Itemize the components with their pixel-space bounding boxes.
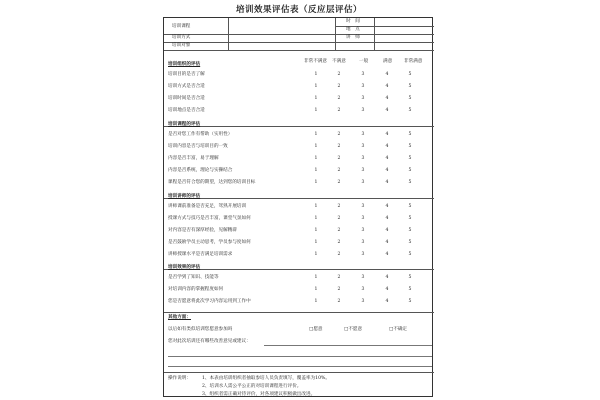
rating-option: 2 xyxy=(337,204,341,209)
scale-heading: 非常满意 xyxy=(404,59,423,64)
rating-option: 4 xyxy=(385,168,389,173)
rating-option: 4 xyxy=(385,108,389,113)
rating-option: 3 xyxy=(361,275,365,280)
rating-option: 4 xyxy=(385,180,389,185)
rating-option: 5 xyxy=(408,144,412,149)
criterion-label: 对内容是否有深厚经验，见解精辟 xyxy=(168,228,237,233)
rating-option: 3 xyxy=(361,96,365,101)
rating-option: 4 xyxy=(385,252,389,257)
suggestion-question: 您对此次培训还有哪些改善意见或建议： xyxy=(168,339,251,344)
criterion-label: 培训目的是否了解 xyxy=(168,72,205,77)
rating-option: 5 xyxy=(408,108,412,113)
criterion-label: 讲师课前准备是否充足，驾熟开展培训 xyxy=(168,204,247,209)
rating-option: 2 xyxy=(337,228,341,233)
rating-option: 4 xyxy=(385,132,389,137)
scale-heading: 一般 xyxy=(359,59,369,64)
rating-option: 4 xyxy=(385,299,389,304)
rating-option: 5 xyxy=(408,275,412,280)
rating-option: 3 xyxy=(361,180,365,185)
rating-option: 2 xyxy=(337,168,341,173)
rating-option: 3 xyxy=(361,168,365,173)
rating-option: 3 xyxy=(361,84,365,89)
rating-option: 4 xyxy=(385,275,389,280)
rating-option: 5 xyxy=(408,72,412,77)
section-title: 培训效果的评估 xyxy=(168,265,201,270)
other-title: 其他方面： xyxy=(168,315,191,320)
row-divider xyxy=(164,269,434,270)
rating-option: 2 xyxy=(337,252,341,257)
rating-option: 2 xyxy=(337,287,341,292)
place-label: 地 点 xyxy=(346,27,360,32)
rating-option: 3 xyxy=(361,216,365,221)
rating-option: 1 xyxy=(314,287,318,292)
section-title: 培训讲师的评估 xyxy=(168,194,201,199)
rating-option: 5 xyxy=(408,240,412,245)
rating-option: 5 xyxy=(408,216,412,221)
rating-option: 5 xyxy=(408,287,412,292)
rating-option: 3 xyxy=(361,156,365,161)
rating-option: 1 xyxy=(314,156,318,161)
criterion-label: 是否学到了知识、技能等 xyxy=(168,275,219,280)
course-label: 培训课程 xyxy=(172,24,191,29)
form-title: 培训效果评估表（反应层评估） xyxy=(235,5,362,15)
rating-option: 1 xyxy=(314,132,318,137)
rating-option: 4 xyxy=(385,72,389,77)
rating-option: 4 xyxy=(385,228,389,233)
rating-option: 1 xyxy=(314,144,318,149)
rating-option: 5 xyxy=(408,132,412,137)
criterion-label: 培训内容是否与培训目的一致 xyxy=(168,144,228,149)
criterion-label: 授课方式与技巧是否丰富，课堂气氛如何 xyxy=(168,216,251,221)
row-divider xyxy=(164,34,434,35)
section-title: 培训课程的评估 xyxy=(168,122,201,127)
note-line: 1、本表由培训组织者抽取参培人员负责填写，覆盖率为10%。 xyxy=(202,376,330,381)
rating-option: 5 xyxy=(408,252,412,257)
rating-option: 2 xyxy=(337,156,341,161)
criterion-label: 讲师授课水平是否满足培训需求 xyxy=(168,252,233,257)
notes-label: 操作说明： xyxy=(168,376,191,381)
rating-option: 1 xyxy=(314,275,318,280)
rating-option: 4 xyxy=(385,216,389,221)
criterion-label: 培训地点是否合适 xyxy=(168,108,205,113)
scale-heading: 满意 xyxy=(383,59,393,64)
criterion-label: 课程是否符合您的期望，达到您的培训目标 xyxy=(168,180,256,185)
rating-option: 3 xyxy=(361,108,365,113)
note-line: 3、组织者需正确对待评价，对各项建议积极做出改进。 xyxy=(202,392,316,397)
note-line: 2、培训水人需公平公正的对培训课程进行评价。 xyxy=(202,384,302,389)
rating-option: 4 xyxy=(385,240,389,245)
form-table xyxy=(163,17,433,397)
rating-option: 1 xyxy=(314,108,318,113)
row-divider xyxy=(164,126,434,127)
rating-option: 5 xyxy=(408,299,412,304)
rating-option: 2 xyxy=(337,132,341,137)
criterion-label: 是否鼓励学员主动思考，学员参与度如何 xyxy=(168,240,251,245)
criterion-label: 内容是否系统，理论与实操结合 xyxy=(168,168,233,173)
rating-option: 5 xyxy=(408,84,412,89)
rating-option: 3 xyxy=(361,240,365,245)
method-label: 培训方式 xyxy=(172,35,191,40)
rating-option: 3 xyxy=(361,252,365,257)
rating-option: 1 xyxy=(314,216,318,221)
row-divider xyxy=(164,372,434,373)
rating-option: 1 xyxy=(314,84,318,89)
suggestion-line[interactable] xyxy=(264,345,432,346)
evaluation-form xyxy=(163,0,435,400)
rating-option: 5 xyxy=(408,168,412,173)
rating-option: 3 xyxy=(361,132,365,137)
rating-option: 4 xyxy=(385,144,389,149)
rating-option: 2 xyxy=(337,144,341,149)
time-label: 时 间 xyxy=(346,19,360,24)
rating-option: 3 xyxy=(361,144,365,149)
rating-option: 1 xyxy=(314,72,318,77)
participation-option[interactable]: □愿意 xyxy=(309,327,323,332)
rating-option: 3 xyxy=(361,72,365,77)
participation-option[interactable]: □不确定 xyxy=(389,327,408,332)
scale-heading: 不满意 xyxy=(332,59,346,64)
criterion-label: 对培训内容的掌握程度如何 xyxy=(168,287,224,292)
suggestion-line[interactable] xyxy=(168,356,432,357)
rating-option: 4 xyxy=(385,84,389,89)
rating-option: 5 xyxy=(408,228,412,233)
row-divider xyxy=(164,312,434,313)
rating-option: 1 xyxy=(314,180,318,185)
rating-option: 4 xyxy=(385,287,389,292)
rating-option: 3 xyxy=(361,204,365,209)
criterion-label: 内容是否丰富，易于理解 xyxy=(168,156,219,161)
audience-label: 培训对象 xyxy=(172,43,191,48)
row-divider xyxy=(164,50,434,51)
rating-option: 1 xyxy=(314,168,318,173)
rating-option: 2 xyxy=(337,84,341,89)
rating-option: 2 xyxy=(337,216,341,221)
rating-option: 1 xyxy=(314,299,318,304)
rating-option: 4 xyxy=(385,96,389,101)
criterion-label: 您是否愿意将此次学习内容运用到工作中 xyxy=(168,299,251,304)
rating-option: 3 xyxy=(361,299,365,304)
rating-option: 4 xyxy=(385,204,389,209)
rating-option: 1 xyxy=(314,204,318,209)
criterion-label: 培训方式是否合适 xyxy=(168,84,205,89)
rating-option: 2 xyxy=(337,108,341,113)
scale-heading: 非常不满意 xyxy=(304,59,327,64)
participation-question: 以后如有类似培训您愿意参加吗 xyxy=(168,327,233,332)
rating-option: 5 xyxy=(408,204,412,209)
rating-option: 3 xyxy=(361,287,365,292)
criterion-label: 培训时间是否合适 xyxy=(168,96,205,101)
rating-option: 2 xyxy=(337,240,341,245)
criterion-label: 是否对您工作有帮助（实用性） xyxy=(168,132,233,137)
rating-option: 5 xyxy=(408,96,412,101)
rating-option: 2 xyxy=(337,96,341,101)
suggestion-line[interactable] xyxy=(168,366,432,367)
row-divider xyxy=(164,42,434,43)
rating-option: 2 xyxy=(337,72,341,77)
rating-option: 2 xyxy=(337,275,341,280)
rating-option: 3 xyxy=(361,228,365,233)
rating-option: 1 xyxy=(314,228,318,233)
participation-option[interactable]: □不愿意 xyxy=(344,327,363,332)
trainer-label: 讲 师 xyxy=(346,35,360,40)
rating-option: 1 xyxy=(314,240,318,245)
section-title: 培训组织的评估 xyxy=(168,62,201,67)
rating-option: 5 xyxy=(408,156,412,161)
rating-option: 5 xyxy=(408,180,412,185)
rating-option: 4 xyxy=(385,156,389,161)
rating-option: 1 xyxy=(314,96,318,101)
row-divider xyxy=(164,198,434,199)
rating-option: 1 xyxy=(314,252,318,257)
rating-option: 2 xyxy=(337,180,341,185)
rating-option: 2 xyxy=(337,299,341,304)
